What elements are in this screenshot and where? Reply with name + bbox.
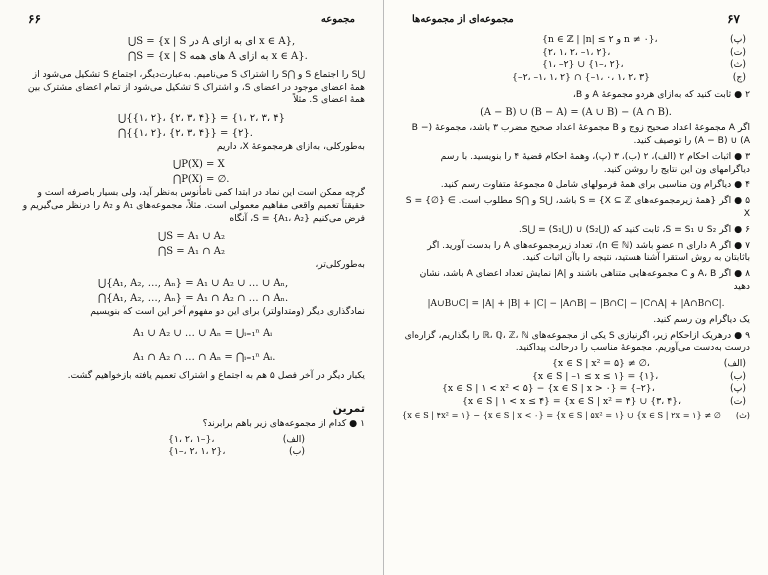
right-page-header: [402, 12, 750, 26]
exercise-2-part-b: اگر A مجموعهٔ اعداد صحیح زوج و B مجموعهٔ اعداد صحیح مضرب ۳ باشد، مجموعهٔ (B − A) ∪ (A − B) را توصیف کنید.: [411, 122, 750, 146]
exercise-6: ۶ ● اگر S = S₁ ∪ S₂، ثابت کنید که (⋃S₂) ∪ (⋃S₁) = ⋃S.: [518, 223, 750, 235]
paragraph: به‌طورکلی، به‌ازای هرمجموعهٔ X، داریم: [216, 140, 365, 152]
equation: A₁ ∩ A₂ ∩ … ∩ Aₙ = ⋂ᵢ₌₁ⁿ Aᵢ.: [133, 352, 276, 364]
item-label: (پ): [729, 383, 746, 395]
paragraph: گرچه ممکن است این نماد در ابتدا کمی نامأنوس به‌نظر آید، ولی بسیار باصرفه است و حقیقتاً تعمیم واقعی مفاهیم معمولی است. مثلاً، مجموعه‌های A₁ و A₂ را درنظر می‌گیریم و فرض می‌کنیم S = {A₁، A₂}، آنگاه: [22, 187, 365, 224]
equation: ⋃S = A₁ ∪ A₂: [158, 231, 225, 243]
item-label: (ب): [288, 446, 305, 458]
exercise-1-p: [402, 34, 750, 47]
page-number: ۶۷: [727, 12, 740, 26]
equation: ⋂{{۱، ۲}، {۲، ۳، ۴}} = {۲}.: [118, 127, 253, 139]
item-label: (ت): [729, 395, 746, 407]
union-definition: ⋃S = {x | S در A ای به ازای x ∈ A},: [128, 36, 296, 47]
set-expression: {x ∈ S | ۱ < x² < ۵} − {x ∈ S | x > ۰} = {–۲}،: [442, 383, 655, 395]
equation: ⋃{A₁, A₂, …, Aₙ} = A₁ ∪ A₂ ∪ … ∪ Aₙ,: [98, 277, 289, 289]
exercise-7: ۷ ● اگر A دارای n عضو باشد (n ∈ ℕ)، تعداد زیرمجموعه‌های A را بدست آورید. اگر باثابتان به روش استقرا آشنا هستید، نتیجه را باآن اثبات کنید.: [427, 239, 750, 264]
set-expression: {۲، ۱، ۲، –۱، ۲}،: [542, 46, 611, 58]
item-label: (ب): [729, 370, 746, 382]
paragraph: ⋃S را اجتماع S و ⋂S را اشتراک S می‌نامیم. به‌عبارت‌دیگر، اجتماع S تشکیل می‌شود از همهٔ اعضای موجود در اعضای S، و اشتراک S تشکیل می‌شود از تمام اعضای مشترک بین همهٔ اعضای S. مثلاً: [27, 69, 365, 106]
exercise-4: ۴ ● دیاگرام ون مناسبی برای همهٔ فرمولهای شامل ۵ مجموعهٔ متفاوت رسم کنید.: [440, 179, 750, 191]
set-expression: {۱، ۲، ۱–}،: [168, 433, 215, 445]
intersection-definition: ⋂S = {x | S های همه A به ازای x ∈ A}.: [128, 51, 308, 62]
running-title: مجموعه: [320, 13, 355, 25]
set-expression: {۱، –۲} ∪ {۱–، ۲}،: [542, 59, 624, 71]
item-label: (ت): [729, 46, 746, 58]
exercise-9-a: [402, 358, 750, 371]
paragraph: نمادگذاری دیگر (ومتداولتر) برای این دو مفهوم آخر این است که بنویسیم: [90, 305, 365, 317]
exercise-1: ۱ ● کدام از مجموعه‌های زیر باهم برابرند؟: [202, 417, 365, 429]
equation: ⋂P(X) = ∅.: [173, 174, 230, 186]
left-page-header: [18, 12, 365, 26]
exercise-9-p: [402, 383, 750, 396]
exercises-heading: تمرین: [332, 401, 365, 415]
right-page: [384, 0, 768, 575]
set-expression: {x ∈ S | –۱ ≤ x ≤ ۱} = {۱}،: [532, 370, 659, 382]
set-expression: {۱–، ۲، ۱، ۲}،: [168, 446, 226, 458]
paragraph: به‌طورکلی‌تر،: [315, 259, 365, 271]
item-label: (پ): [729, 34, 746, 45]
equation: |A∪B∪C| = |A| + |B| + |C| − |A∩B| − |B∩C| − |C∩A| + |A∩B∩C|.: [427, 298, 725, 309]
item-label: (الف): [723, 358, 746, 370]
set-expression: {x ∈ S | ۱ < x ≤ ۴} = {x ∈ S | x² = ۴} ∪ {۳، ۴}،: [462, 395, 682, 407]
exercise-1-a: [18, 434, 365, 447]
exercise-9-b: [402, 371, 750, 384]
exercise-2: ۲ ● ثابت کنید که به‌ازای هردو مجموعهٔ A و B،: [572, 89, 750, 101]
item-label: (ج): [732, 71, 746, 83]
exercise-1-j: [402, 72, 750, 85]
equation: ⋃P(X) = X: [173, 159, 225, 171]
equation: ⋂S = A₁ ∩ A₂: [158, 246, 225, 258]
exercise-5: ۵ ● اگر {همهٔ زیرمجموعه‌های X ⊆ ℤ} = S باشد، ⋃S و ⋂S مطلوب است. S = {∅} ∈ X: [405, 195, 750, 219]
page-number: ۶۶: [28, 12, 41, 26]
item-label: (ث): [729, 59, 746, 71]
exercise-9-t: [402, 396, 750, 409]
exercise-9-th: [402, 409, 750, 422]
running-title: مجموعه‌ای از مجموعه‌ها: [412, 13, 514, 25]
set-expression: {–۲، –۱، ۱، ۲} ∩ {–۱، ۰، ۱، ۲، ۳}: [512, 71, 650, 83]
set-expression: {x ∈ S | x² = ۵} ≠ ∅،: [552, 358, 650, 370]
equation: (A − B) ∪ (B − A) = (A ∪ B) − (A ∩ B).: [480, 107, 672, 119]
exercise-1-th: [402, 59, 750, 72]
exercise-1-b: [18, 446, 365, 459]
paragraph: یکبار دیگر در آخر فصل ۵ هم به اجتماع و اشتراک تعمیم یافته بازخواهیم گشت.: [67, 370, 365, 382]
exercise-8: ۸ ● اگر A، B و C مجموعه‌هایی متناهی باشند و |A| نمایش تعداد اعضای A باشد، نشان دهید: [419, 268, 750, 292]
exercise-1-t: [402, 47, 750, 60]
equation: ⋂{A₁, A₂, …, Aₙ} = A₁ ∩ A₂ ∩ … ∩ Aₙ.: [98, 292, 289, 304]
set-expression: {x ∈ S | ۴x² = ۱} − {x ∈ S | x < ۰} = {x ∈ S | ۵x² = ۱} ∪ {x ∈ S | ۲x = ۱} ≠ ∅: [402, 409, 721, 420]
equation: A₁ ∪ A₂ ∪ … ∪ Aₙ = ⋃ᵢ₌₁ⁿ Aᵢ: [133, 328, 273, 340]
set-expression: {n ∈ ℤ | |n| ≤ ۲ و n ≠ ۰}،: [542, 34, 658, 45]
equation: ⋃{{۱، ۲}، {۲، ۳، ۴}} = {۱، ۲، ۳، ۴}: [118, 112, 286, 124]
exercise-8-part-b: یک دیاگرام ون رسم کنید.: [653, 313, 750, 325]
exercise-9: ۹ ● درهریک ازاحکام زیر، اگرنیازی S یکی از مجموعه‌های ℝ، ℚ، ℤ، ℕ را بگذاریم، گزاره‌ای درست به‌دست می‌آوریم. مجموعهٔ مناسب را درحالت پیداکنید.: [404, 329, 750, 354]
item-label: (ث): [735, 409, 750, 420]
item-label: (الف): [282, 433, 305, 445]
exercise-3: ۳ ● اثبات احکام ۲ (الف)، ۲ (ب)، ۳ (پ)، وهمهٔ احکام قضیهٔ ۴ را بنویسید. با رسم دیاگرامهای ون این نتایج را روشن کنید.: [440, 150, 750, 175]
